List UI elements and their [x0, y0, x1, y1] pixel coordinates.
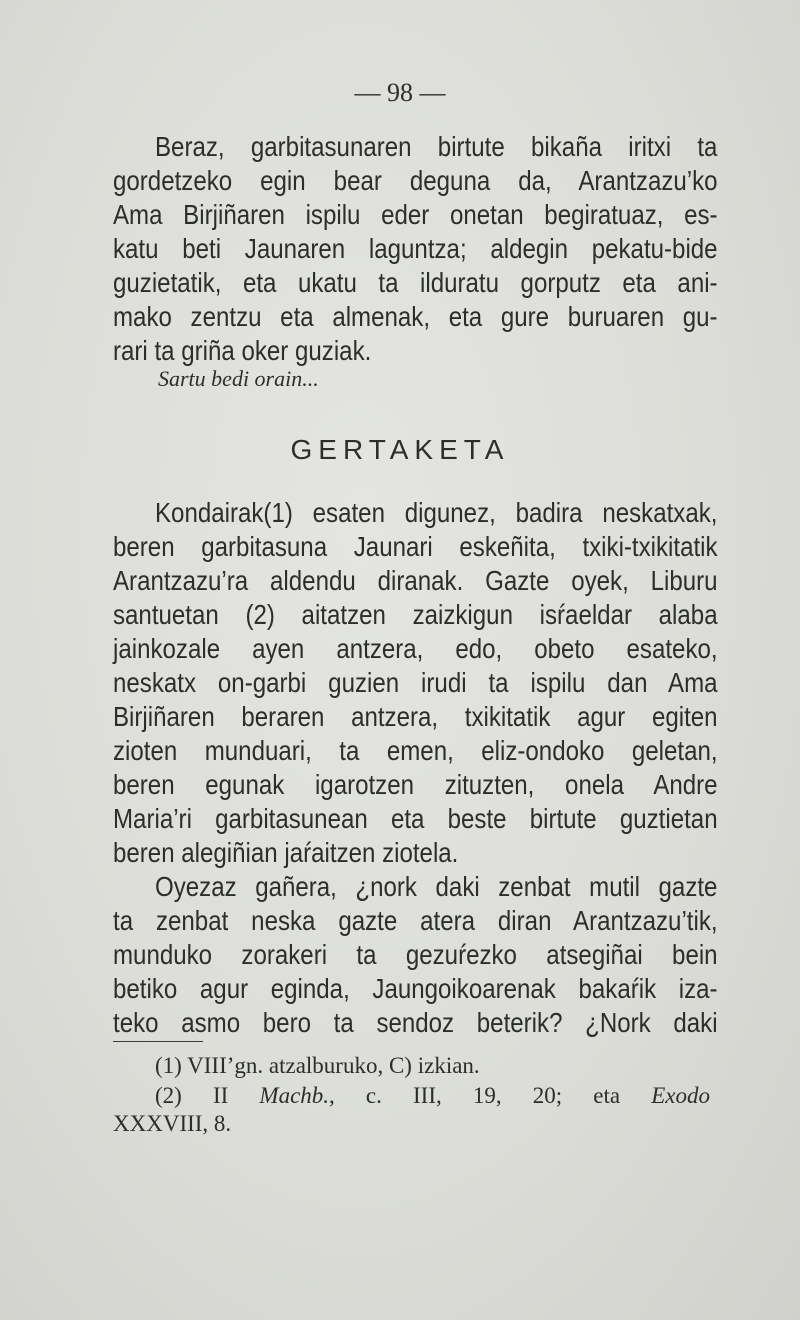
paragraph-line: gordetzeko egin bear deguna da, Arantzazu’ko	[113, 165, 718, 196]
paragraph-line: zioten munduari, ta emen, eliz-ondoko geletan,	[113, 735, 718, 766]
page-number: — 98 —	[354, 78, 446, 107]
footnote-2-prefix: (2) II	[155, 1083, 260, 1108]
paragraph-line: mako zentzu eta almenak, eta gure buruaren gu-	[113, 301, 718, 332]
paragraph-line: munduko zorakeri ta gezuŕezko atsegiñai bein	[113, 939, 718, 970]
footnote-2-reference: , c. III, 19, 20; eta	[329, 1083, 652, 1108]
footnote-2-book: Machb.	[259, 1083, 330, 1108]
paragraph-line: neskatx on-garbi guzien irudi ta ispilu dan Ama	[113, 667, 718, 698]
paragraph-line: Oyezaz gañera, ¿nork daki zenbat mutil gazte	[155, 871, 718, 902]
paragraph-line: beren garbitasuna Jaunari eskeñita, txiki-txikitatik	[113, 531, 718, 562]
paragraph-line: Birjiñaren beraren antzera, txikitatik agur egiten	[113, 701, 718, 732]
footnote-1: (1) VIII’gn. atzalburuko, C) izkian.	[155, 1053, 480, 1078]
paragraph-line: teko asmo bero ta sendoz beterik? ¿Nork daki	[113, 1007, 718, 1038]
paragraph-line: jainkozale ayen antzera, edo, obeto esateko,	[113, 633, 718, 664]
paragraph-line: katu beti Jaunaren laguntza; aldegin pekatu-bide	[113, 233, 718, 264]
paragraph-line: santuetan (2) aitatzen zaizkigun isŕaeldar alaba	[113, 599, 718, 630]
paragraph-line: Arantzazu’ra aldendu diranak. Gazte oyek, Liburu	[113, 565, 718, 596]
footnote-divider	[113, 1041, 203, 1042]
paragraph-line: rari ta griña oker guziak.	[113, 335, 372, 366]
paragraph-line: Kondairak(1) esaten digunez, badira neskatxak,	[155, 497, 718, 528]
paragraph-line: guzietatik, eta ukatu ta ilduratu gorputz eta ani-	[113, 267, 718, 298]
section-title: GERTAKETA	[290, 434, 510, 465]
footnote-2-exodo: Exodo	[651, 1083, 710, 1108]
paragraph-line: Maria’ri garbitasunean eta beste birtute guztietan	[113, 803, 718, 834]
paragraph-line: beren alegiñian jaŕaitzen ziotela.	[113, 837, 459, 868]
incipit-italic: Sartu bedi orain...	[158, 366, 319, 391]
paragraph-line: ta zenbat neska gazte atera diran Arantzazu’tik,	[113, 905, 718, 936]
paragraph-line: beren egunak igarotzen zituzten, onela Andre	[113, 769, 718, 800]
paragraph-line: Ama Birjiñaren ispilu eder onetan begiratuaz, es-	[113, 199, 718, 230]
paragraph-line: Beraz, garbitasunaren birtute bikaña iritxi ta	[155, 131, 718, 162]
footnote-2-continuation: XXXVIII, 8.	[113, 1111, 232, 1136]
paragraph-line: betiko agur eginda, Jaungoikoarenak bakaŕik iza-	[113, 973, 718, 1004]
footnote-2	[155, 1082, 710, 1110]
